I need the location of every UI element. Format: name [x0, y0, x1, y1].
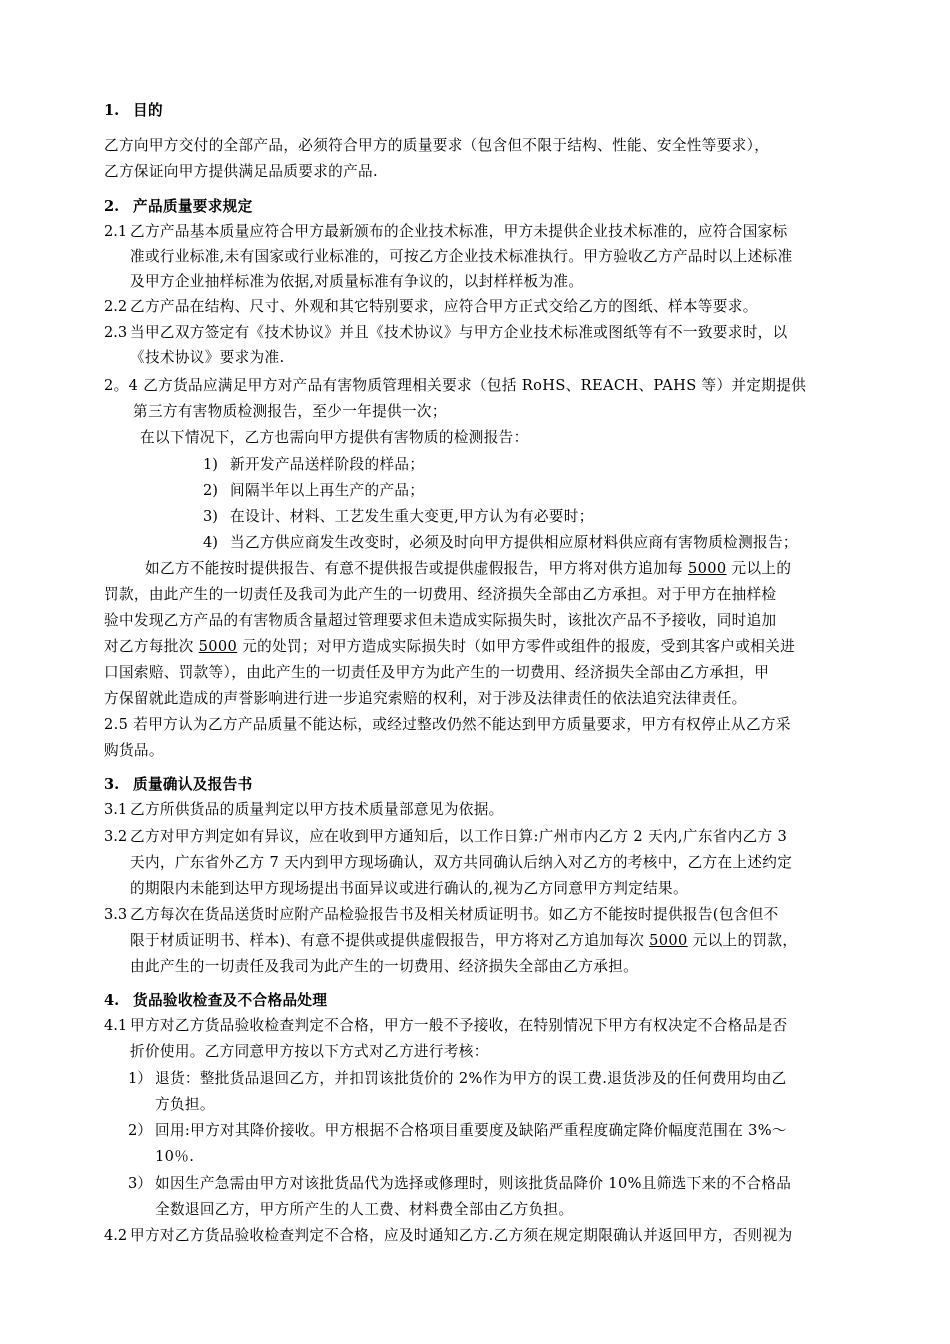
clause-2-4-line: 第三方有害物质检测报告，至少一年提供一次； [133, 403, 447, 420]
option-number: 1） [128, 1070, 152, 1087]
penalty-amount: 5000 [649, 932, 688, 949]
clause-2-3-line: 当甲乙双方签定有《技术协议》并且《技术协议》与甲方企业技术标准或图纸等有不一致要求时，以 [130, 324, 788, 341]
clause-3-1-number: 3.1 [104, 801, 128, 818]
clause-3-3-line: 乙方每次在货品送货时应附产品检验报告书及相关材质证明书。如乙方不能按时提供报告(包含但不 [130, 906, 779, 923]
clause-2-3-line: 《技术协议》要求为准. [130, 349, 285, 366]
clause-2-4-line: 2。4 乙方货品应满足甲方对产品有害物质管理相关要求（包括 RoHS、REACH、PAHS 等）并定期提供 [104, 377, 807, 394]
option-line: 全数退回乙方，甲方所产生的人工费、材料费全部由乙方负担。 [155, 1201, 574, 1218]
section-1-paragraph-line: 乙方向甲方交付的全部产品，必须符合甲方的质量要求（包含但不限于结构、性能、安全性等要求）， [104, 137, 770, 154]
penalty-text: 对乙方每批次 [104, 638, 199, 655]
list-item-text: 间隔半年以上再生产的产品； [230, 482, 425, 499]
clause-3-2-line: 天内，广东省外乙方 7 天内到甲方现场确认，双方共同确认后纳入对乙方的考核中，乙方在上述约定 [130, 854, 793, 871]
clause-2-2-number: 2.2 [104, 298, 128, 315]
list-item-number: 2) [203, 482, 218, 499]
section-1-number: 1. [104, 102, 120, 119]
clause-3-3-line [130, 932, 797, 950]
option-number: 3） [128, 1175, 152, 1192]
clause-4-1-number: 4.1 [104, 1017, 128, 1034]
clause-3-2-line: 乙方对甲方判定如有异议，应在收到甲方通知后，以工作日算:广州市内乙方 2 天内,广东省内乙方 3 [130, 828, 788, 845]
list-item-text: 新开发产品送样阶段的样品； [230, 456, 425, 473]
clause-2-5-line: 购货品。 [104, 742, 164, 759]
list-item-number: 4) [203, 534, 218, 551]
penalty-paragraph-line [145, 560, 791, 578]
section-4-number: 4. [104, 992, 120, 1009]
section-4-title: 货品验收检查及不合格品处理 [133, 992, 328, 1009]
penalty-amount: 5000 [687, 560, 727, 577]
section-3-title: 质量确认及报告书 [133, 776, 253, 793]
clause-2-1-number: 2.1 [104, 223, 128, 240]
clause-2-4-line: 在以下情况下，乙方也需向甲方提供有害物质的检测报告： [140, 429, 529, 446]
penalty-text: 元以上的罚款， [687, 932, 798, 949]
option-line: 回用:甲方对其降价接收。甲方根据不合格项目重要度及缺陷严重程度确定降价幅度范围在 3%～ [155, 1122, 787, 1139]
clause-3-2-number: 3.2 [104, 828, 128, 845]
penalty-text: 如乙方不能按时提供报告、有意不提供报告或提供虚假报告，甲方将对供方追加每 [145, 560, 688, 577]
penalty-paragraph-line [104, 638, 795, 656]
penalty-paragraph-line: 口国索赔、罚款等），由此产生的一切责任及甲方为此产生的一切费用、经济损失全部由乙方承担，甲 [104, 664, 770, 681]
penalty-paragraph-line: 罚款，由此产生的一切责任及我司为此产生的一切费用、经济损失全部由乙方承担。对于甲方在抽样检 [104, 586, 777, 603]
clause-2-1-line: 及甲方企业抽样标准为依据,对质量标准有争议的，以封样样板为准。 [130, 273, 584, 290]
list-item-text: 在设计、材料、工艺发生重大变更,甲方认为有必要时； [230, 508, 594, 525]
clause-4-1-line: 甲方对乙方货品验收检查判定不合格，甲方一般不予接收，在特别情况下甲方有权决定不合格品是否 [130, 1017, 788, 1034]
clause-4-2-number: 4.2 [104, 1227, 128, 1244]
clause-3-1-line: 乙方所供货品的质量判定以甲方技术质量部意见为依据。 [130, 801, 504, 818]
clause-3-3-number: 3.3 [104, 906, 128, 923]
option-line: 如因生产急需由甲方对该批货品代为选择或修理时，则该批货品降价 10%且筛选下来的不合格品 [155, 1175, 792, 1192]
clause-3-2-line: 的期限内未能到达甲方现场提出书面异议或进行确认的,视为乙方同意甲方判定结果。 [130, 880, 688, 897]
clause-4-1-line: 折价使用。乙方同意甲方按以下方式对乙方进行考核： [130, 1043, 489, 1060]
section-2-title: 产品质量要求规定 [133, 198, 253, 215]
penalty-amount: 5000 [198, 638, 238, 655]
clause-4-2-line: 甲方对乙方货品验收检查判定不合格，应及时通知乙方.乙方须在规定期限确认并返回甲方，否则视为 [130, 1227, 793, 1244]
option-line: 退货：整批货品退回乙方，并扣罚该批货价的 2%作为甲方的误工费.退货涉及的任何费用均由乙 [155, 1070, 787, 1087]
section-3-number: 3. [104, 776, 120, 793]
clause-2-3-number: 2.3 [104, 324, 128, 341]
penalty-paragraph-line: 验中发现乙方产品的有害物质含量超过管理要求但未造成实际损失时，该批次产品不予接收，同时追加 [104, 612, 777, 629]
penalty-paragraph-line: 方保留就此造成的声誉影响进行进一步追究索赔的权利，对于涉及法律责任的依法追究法律责任。 [104, 690, 747, 707]
list-item-number: 1) [203, 456, 218, 473]
option-line: 方负担。 [155, 1096, 215, 1113]
option-line: 10％. [155, 1148, 195, 1165]
section-1-paragraph-line: 乙方保证向甲方提供满足品质要求的产品. [104, 163, 378, 180]
clause-3-3-line: 由此产生的一切责任及我司为此产生的一切费用、经济损失全部由乙方承担。 [130, 958, 639, 975]
option-number: 2） [128, 1122, 152, 1139]
penalty-text: 限于材质证明书、样本)、有意不提供或提供虚假报告，甲方将对乙方追加每次 [130, 932, 650, 949]
penalty-text: 元以上的 [726, 560, 792, 577]
section-1-title: 目的 [133, 102, 163, 119]
clause-2-1-line: 乙方产品基本质量应符合甲方最新颁布的企业技术标准，甲方未提供企业技术标准的，应符合国家标 [130, 223, 788, 240]
section-2-number: 2. [104, 198, 120, 215]
clause-2-2-line: 乙方产品在结构、尺寸、外观和其它特别要求，应符合甲方正式交给乙方的图纸、样本等要求。 [130, 298, 758, 315]
list-item-number: 3) [203, 508, 218, 525]
clause-2-1-line: 准或行业标准,未有国家或行业标准的，可按乙方企业技术标准执行。甲方验收乙方产品时以上述标准 [130, 248, 793, 265]
clause-2-5-line: 2.5 若甲方认为乙方产品质量不能达标，或经过整改仍然不能达到甲方质量要求，甲方有权停止从乙方采 [104, 716, 791, 733]
penalty-text: 元的处罚；对甲方造成实际损失时（如甲方零件或组件的报废，受到其客户或相关进 [237, 638, 796, 655]
list-item-text: 当乙方供应商发生改变时，必须及时向甲方提供相应原材料供应商有害物质检测报告； [230, 534, 798, 551]
